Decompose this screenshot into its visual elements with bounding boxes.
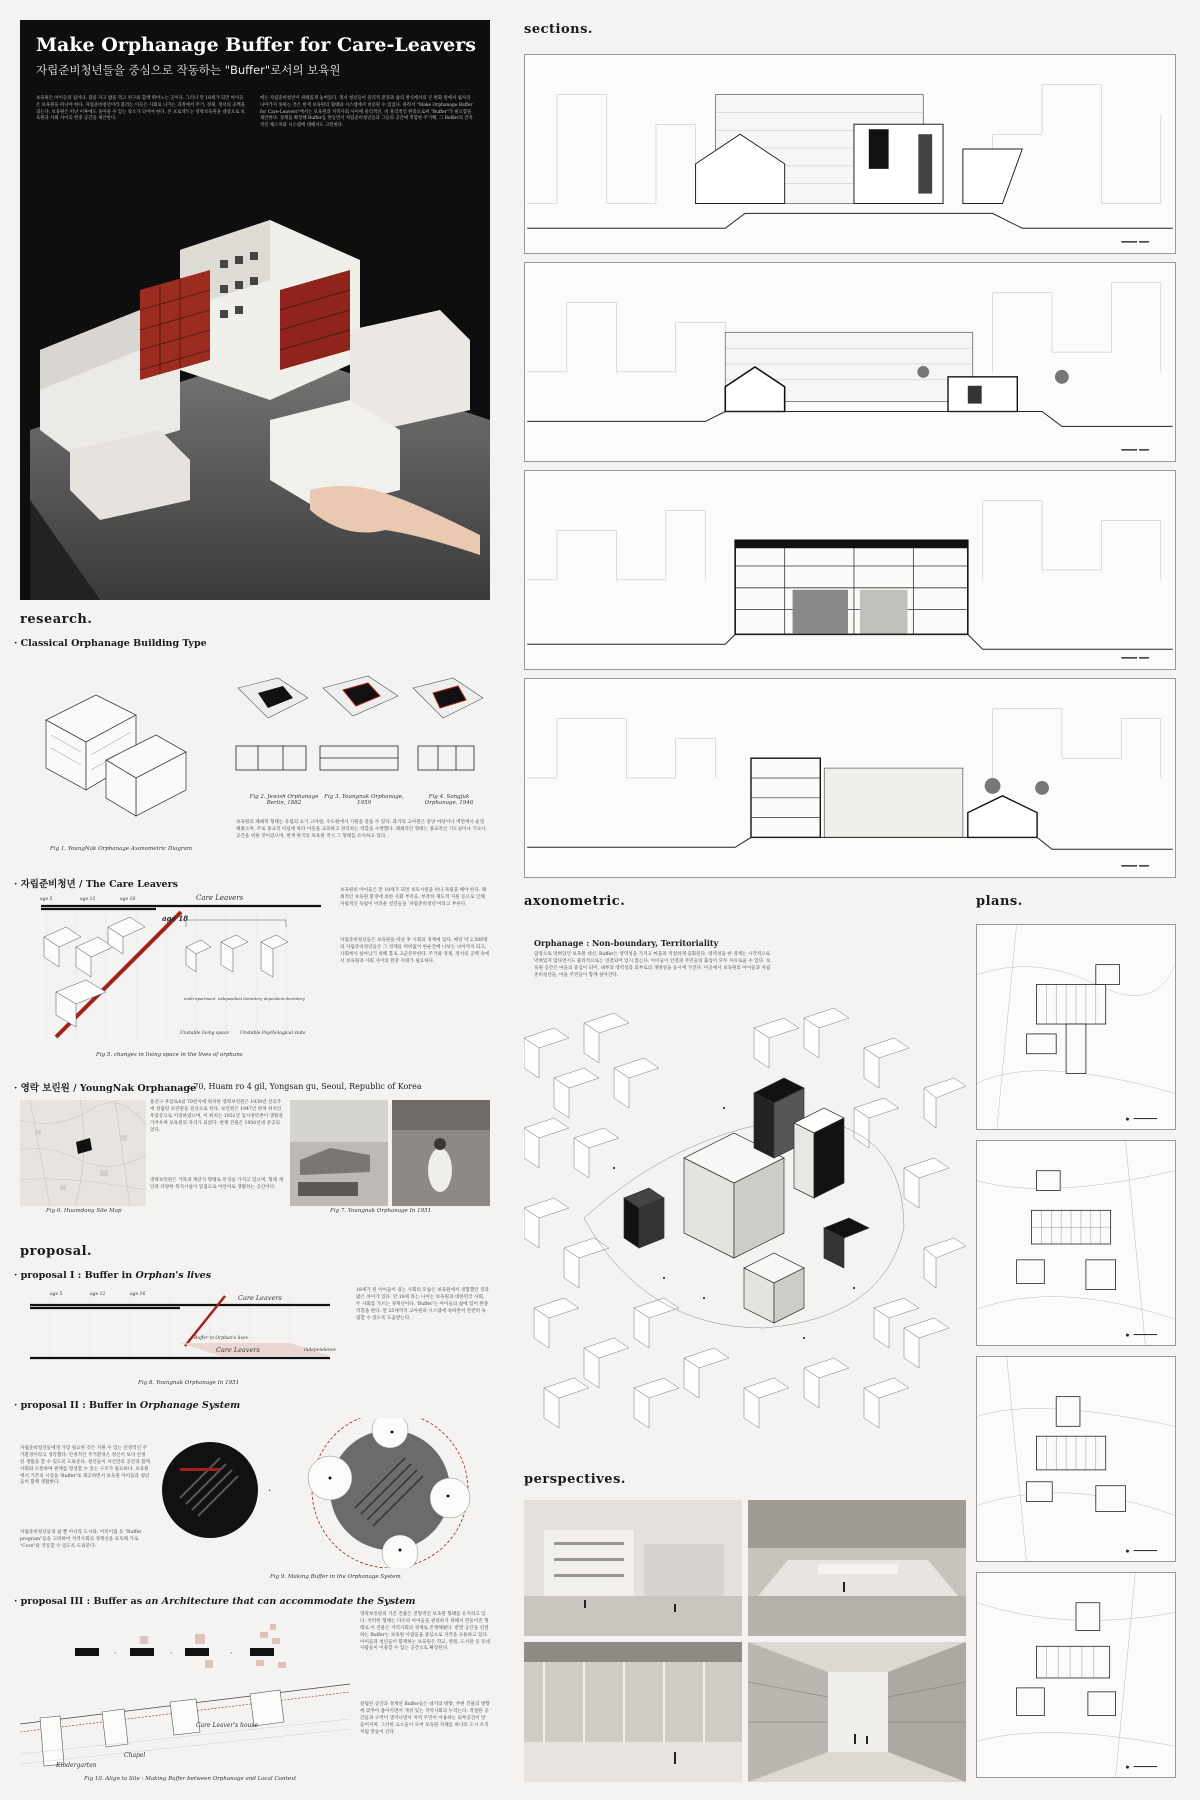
plan-drawing-4 <box>976 1572 1176 1778</box>
note-unstable-living: Unstable living space <box>180 1031 230 1036</box>
proposal-heading: proposal. <box>20 1244 93 1259</box>
proposal3-diagram <box>20 1614 350 1774</box>
fig3-caption: Fig 3. Youngnak Orphanage, 1959 <box>324 794 404 806</box>
perspective-image-3 <box>524 1642 742 1782</box>
fig2-caption: Fig 2. Jewish Orphanage Berlin, 1882 <box>249 794 319 806</box>
plan-drawing-1 <box>976 924 1176 1130</box>
proposal2-diagram <box>160 1418 490 1568</box>
label-independent-dormitory: independent dormitory <box>218 996 263 1001</box>
fig1-caption: Fig 1. YoungNak Orphanage Axonometric Diagram <box>50 846 193 852</box>
proposal1-diagram <box>30 1288 340 1368</box>
svg-text:·: · <box>230 1649 233 1658</box>
research-heading: research. <box>20 612 93 627</box>
proposal2-title: · proposal II : Buffer in Orphanage System <box>14 1400 241 1411</box>
label-care-leaver-house: Care Leaver's house <box>196 1722 259 1729</box>
classical-type-title: · Classical Orphanage Building Type <box>14 638 207 649</box>
axonometric-heading: axonometric. <box>524 894 626 909</box>
fig6-caption: Fig 6. Huamdong Site Map <box>46 1208 122 1214</box>
section-drawing-1 <box>524 54 1176 254</box>
model-photo <box>20 200 490 600</box>
plan-drawing-3 <box>976 1356 1176 1562</box>
label-chapel: Chapel <box>124 1752 146 1759</box>
age-label-5: age 5 <box>40 897 53 902</box>
note-unstable-psych: Unstable Psychological state <box>240 1031 306 1036</box>
fig4-caption: Fig 4. Songjuk Orphanage, 1946 <box>424 794 474 806</box>
fig7-caption: Fig 7. Youngnak Orphanage In 1951 <box>330 1208 432 1214</box>
classical-type-figures <box>228 668 490 788</box>
proposal3-text-2: 갈림된 공간과 경계선 Buffer들은 대지의 방향, 주변 건물의 방향에 맞추어 좁아지면서 개성 있는 지역사회의 누리는다. 적절한 공간들과 구역이 생겨나면서 지역 주민이 이용하는 외부공간이 만들어지며, 그러한 요소들이 모여 보육원 자체를 하나의 도시 조직처럼 만들어 간다. <box>360 1702 490 1735</box>
fig10-caption: Fig 10. Align to Site : Making Buffer between Orphanage and Local Context <box>84 1776 297 1782</box>
younglak-text-2: 영락보린원은 거목과 계단식 형태로 특징을 가지고 있으며, 형태 계단과 다양한 복지시설이 밀접으로 어린이로 생활하는 공간이다. <box>150 1178 283 1190</box>
poster-title: Make Orphanage Buffer for Care-Leavers <box>36 34 476 56</box>
care-bar-label: Care Leavers <box>196 894 244 902</box>
perspective-image-2 <box>748 1500 966 1636</box>
poster-subtitle: 자립준비청년들을 중심으로 작동하는 "Buffer"로서의 보육원 <box>36 63 341 77</box>
p1-end-label: independence <box>304 1348 336 1353</box>
proposal3-title: · proposal III : Buffer as an Architecture that can accommodate the System <box>14 1596 416 1607</box>
label-multi-apartment: multi-apartment <box>184 996 216 1001</box>
svg-text:·: · <box>170 1649 173 1658</box>
historic-photos <box>290 1100 490 1206</box>
proposal1-title: · proposal I : Buffer in Orphan's lives <box>14 1270 212 1281</box>
perspective-image-4 <box>748 1642 966 1782</box>
younglak-text: 용산구 후암로4길 70번지에 위치한 영락보린원은 1939년 신의주에 설립된 보린원을 전신으로 한다. 보린원은 1947년 현재 위치인 후암동으로 이전하였으며, 이 위치는 1951년 임시천막촌이 생활권 가까우며 보육원의 자리가 되었다. 현재 건물은 1950년대 준공되었다. <box>150 1100 283 1133</box>
hero-panel <box>20 20 490 600</box>
proposal3-text: 영락보린원의 기존 건물은 전형적인 보육원 형태를 유지하고 있다. 이러한 형태는 다수의 아이들을 관리하기 위해서 만들어진 형태로 이 건물은 지역사회의 경계로 존재해왔다. 반면 공간을 연결하는 Buffer는 보육원 사람들을 중심으로 지역을 포용하고 있다. 아이들과 청년들이 함께하는 보육원은 학교, 병원, 도서관 등 동네 사람들이 이용할 수 있는 공간으로 확장된다. <box>360 1612 490 1652</box>
p1-age-12: age 12 <box>90 1292 106 1297</box>
p1-band-label: Buffer in Orphan's lives <box>194 1336 248 1341</box>
age-label-12: age 12 <box>80 897 96 902</box>
age18-label: age 18 <box>162 914 189 923</box>
proposal2-text: 자립준비청년들에게 가장 필요한 것은 지원 수 있는 안정적인 주거환경이라고 생각했다. 안정적인 주거환경은 정신이 보다 안정된 생활을 할 수 있도록 도와준다. 청년들이 자신만의 공간과 함께 사회와 소통하며 관계를 형성할 수 있는 구조가 필요하다. 보육원에서 기존의 시설을 'Buffer'로 제공하면서 보육원 아이들과 청년들이 함께 생활한다. <box>20 1446 150 1486</box>
hero-paragraph-right: 에는 자립준비청년이 위태롭게 놓여있다. 정서 청년들이 물리적 환경과 삶의 방식에서의 큰 변화 앞에서 쉽사리 나아가지 못하는 것은 현재 보육원의 형태와 시스템에서 비롯될 수 있었다. 따라서 "Make Orphanage Buffer for Care-Leavers"에서는 보육원과 지역사회 사이에 물리적인, 비 물리적인 완충으로써 "Buffer"가 필요함을 제안한다. 경계를 확장해 Buffer를 만들면서 자립준비청년들과 그들의 공간에 적합한 주거해, 그 Buffer의 건축적인 체스처와 시스템에 대해서도 고민한다. <box>260 96 473 129</box>
fig8-caption: Fig 8. Youngnak Orphanage In 1951 <box>138 1380 240 1386</box>
sections-heading: sections. <box>524 22 593 37</box>
section-drawing-3 <box>524 470 1176 670</box>
perspective-image-1 <box>524 1500 742 1636</box>
label-dependent-dormitory: dependent dormitory <box>264 996 305 1001</box>
younglak-address: : 70, Huam ro 4 gil, Yongsan gu, Seoul, Republic of Korea <box>188 1082 422 1091</box>
section-drawing-2 <box>524 262 1176 462</box>
axonometric-text: 담장으로 막혀있던 보육원 대신, Buffer는 영역성을 가지고 마을과 적절하게 융화된다. 영역성을 한 경계는 시각적으로 막혀있지 않다면서도 물리적으로는 연결되어 있지 않는다. 아이들이 안전과 주민들의 출입이 모두 자유로울 수 있다. 보육원 공간은 마을의 중심이 되어, 내부의 영역성과 외부로의 개방성을 동시에 가진다. 이곳에서 보육원의 아이들과 자립준비청년들, 마을 주민들이 함께 살아간다. <box>534 952 771 978</box>
fig5-caption: Fig 5. changes in living space in the lives of orphans <box>96 1052 243 1058</box>
younglak-title: · 영락 보린원 / YoungNak Orphanage <box>14 1083 197 1094</box>
fig9-caption: Fig 9. Making Buffer in the Orphanage System <box>270 1574 401 1580</box>
svg-text:·: · <box>114 1649 117 1658</box>
hero-paragraph-left: 보육원은 아이들의 집이다. 잠을 자고 밥을 먹고 친구와 함께 뛰어노는 곳이다. 그러나 만 18세가 되면 아이들은 보육원을 떠나야 한다. 자립준비청년이라 불리는 이들은 사회로 나가는 과정에서 주거, 경제, 정서의 공백을 겪는다. 보육원은 떠난 이후에도 돌아올 수 있는 장소가 되어야 한다. 본 프로젝트는 영락보육원을 대상으로 보육원과 사회 사이의 완충 공간을 제안한다. <box>36 96 245 122</box>
care-text-1: 보육원의 아이들은 만 18세가 되면 보호시설을 떠나 독립을 해야 한다. 폐쇄적인 보육원 환경에 의한 사회 부적응, 부족한 제도적 지원 등으로 인해 자립적인 독립이 어려운 청년들을 '자립준비청년'이라고 부른다. <box>340 888 487 907</box>
svg-text:·: · <box>268 1486 272 1497</box>
classical-axonometric-diagram <box>36 660 196 830</box>
care-text-2: 자립준비청년들은 보육원을 떠난 후 사회의 경계에 있다. 매년 약 2,500명의 자립준비청년들은 그 경계를 허비없이 한순간에 나뉘는 나이까지 되고, 사회에서 살아남기 위해 홀로 고군분투한다. 주거와 경제, 정서의 공백 속에서 보육원과 사회 사이의 완충 지대가 필요하다. <box>340 938 490 964</box>
p1-bar-bottom-label: Care Leavers <box>216 1346 260 1354</box>
label-kindergarten: Kindergarten <box>56 1762 97 1769</box>
classical-text: 보육원의 폐쇄적 형태는 유럽의 초기 고아원, 수도원에서 기원을 찾을 수 있다. 과거의 고아원은 중앙 마당이나 벽면에서 운영해왔으며, 주로 종교적 이념에 따라 아동을 교육하고 관리하는 역할을 수행했다. 폐쇄적인 형태는 종교적인 기도실이나 기숙사 공간을 위한 것이었으며, 현재 한국의 보육원 역시 그 형태를 유지하고 있다. <box>236 820 486 839</box>
care-leavers-title: · 자립준비청년 / The Care Leavers <box>14 879 178 890</box>
axonometric-drawing <box>524 928 966 1440</box>
proposal1-text: 18세가 된 아이들이 겪는 사회의 모습은 보육원에서 경험했던 것과 많은 차이가 있다. 만 18세 라는 나이는 보육원과 대한민국 사회, 두 사회를 가르는 경계선이다. 'Buffer'는 아이들의 삶에 있어 완충역할을 한다. 만 25세까지 고아원의 시스템에 속하면서 완전히 독립할 수 있도록 도움받는다. <box>356 1288 489 1321</box>
age-label-16: age 16 <box>120 897 136 902</box>
p1-bar-top-label: Care Leavers <box>238 1294 282 1302</box>
site-map <box>20 1100 146 1206</box>
axonometric-subtitle: Orphanage : Non-boundary, Territoriality <box>534 938 719 948</box>
p1-age-16: age 16 <box>130 1292 146 1297</box>
proposal2-text-2: 자립준비청년들의 삶 뿐 아니라 도시와, 어린이집 등 "Buffer program"들을 고려하여 지역사회의 경계선을 보호해 가로 "Core"와 작동할 수 있도록 도와준다. <box>20 1530 142 1549</box>
plans-heading: plans. <box>976 894 1023 909</box>
section-drawing-4 <box>524 678 1176 878</box>
plan-drawing-2 <box>976 1140 1176 1346</box>
p1-age-5: age 5 <box>50 1292 63 1297</box>
perspectives-heading: perspectives. <box>524 1472 626 1487</box>
